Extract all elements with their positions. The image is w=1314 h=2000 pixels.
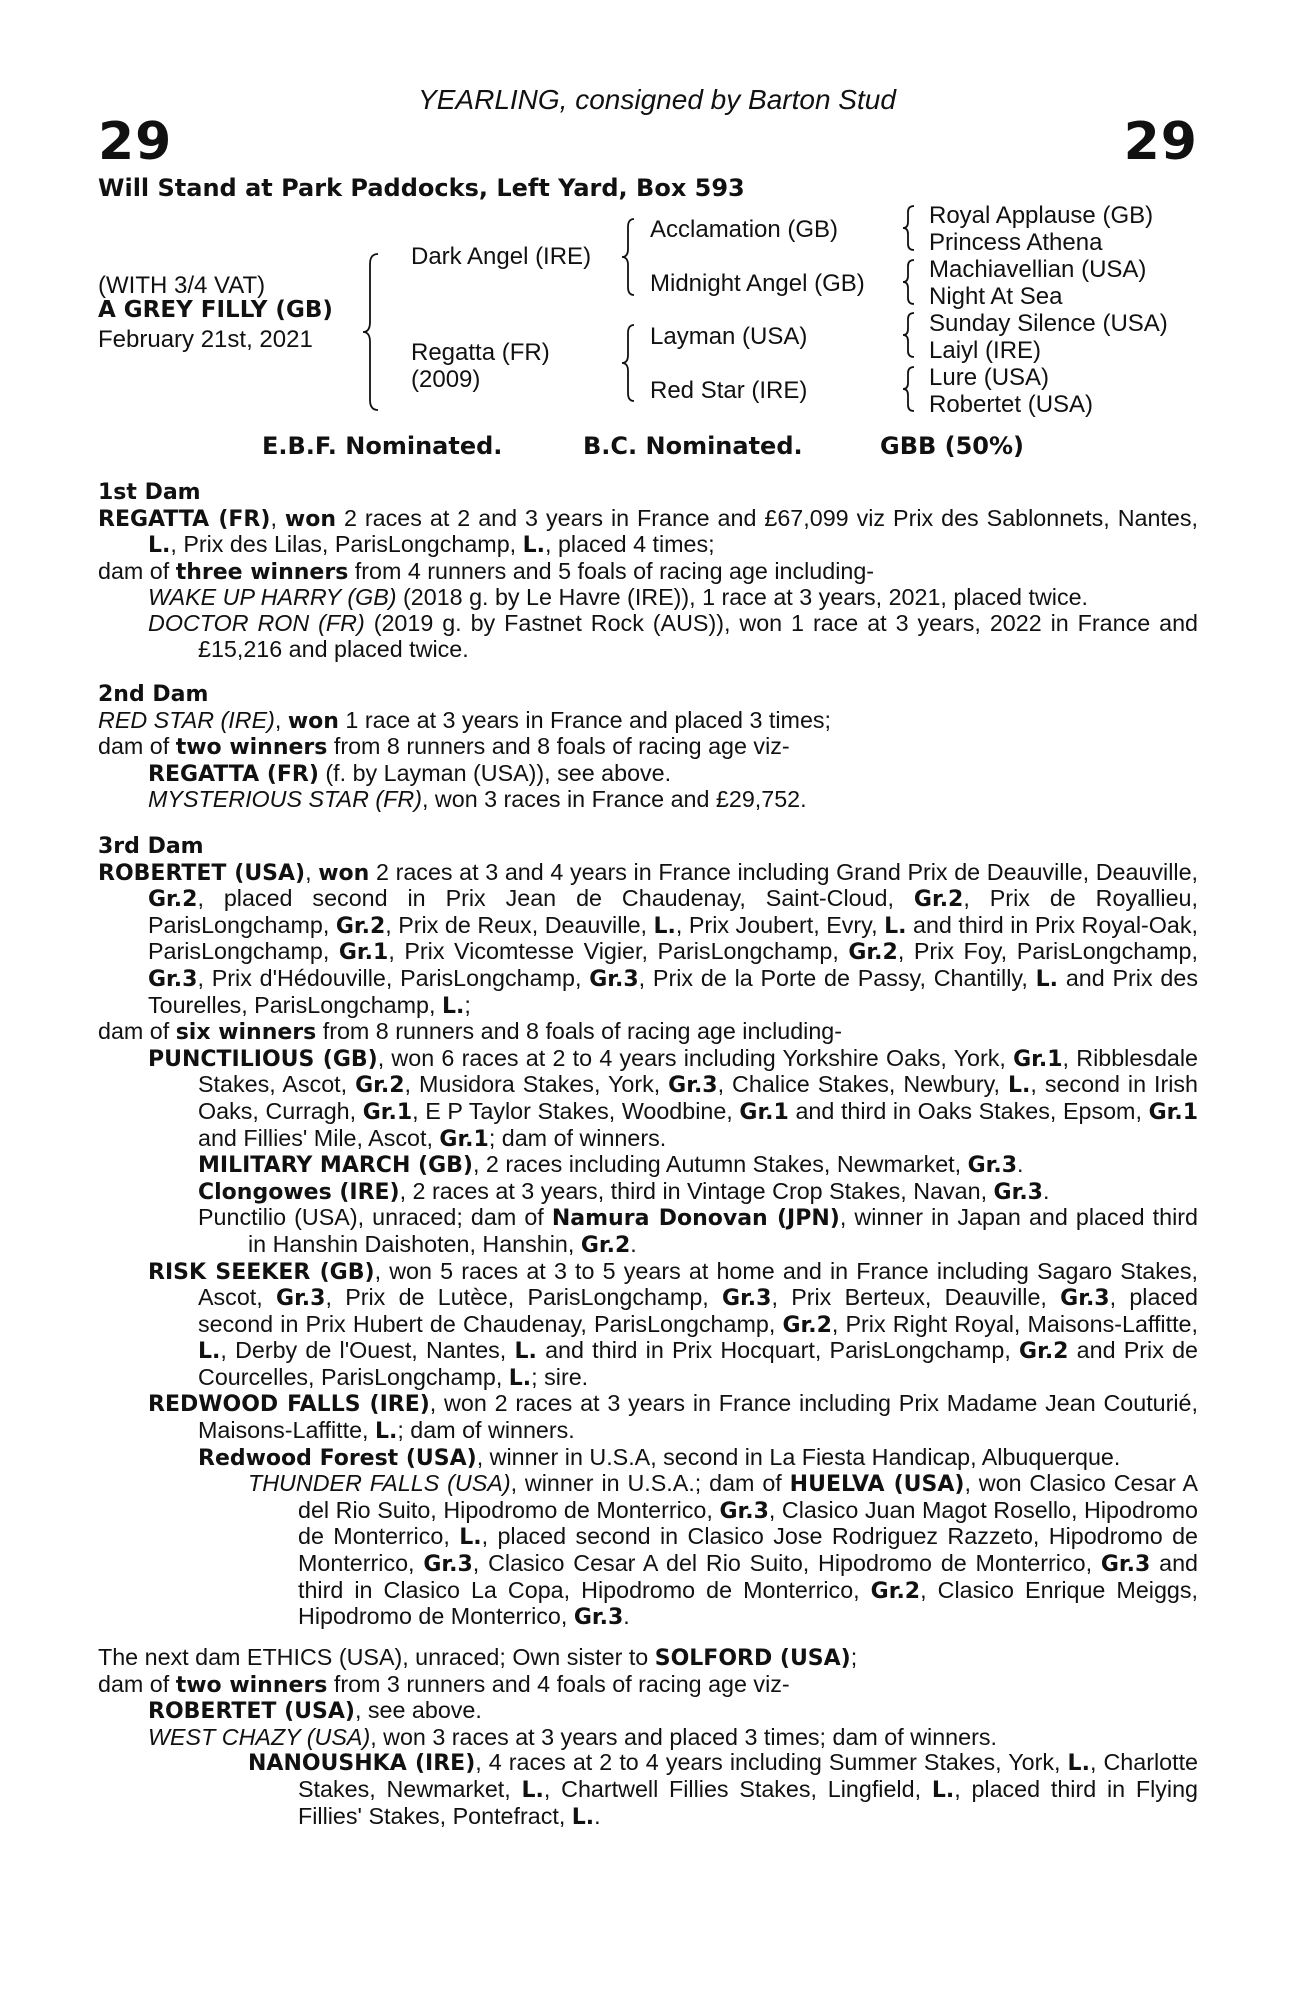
second-dam-record: RED STAR (IRE), won 1 race at 3 years in France and placed 3 times; bbox=[98, 706, 832, 734]
third-dam-foal-risk-seeker: RISK SEEKER (GB), won 5 races at 3 to 5 years at home and in France including Sagaro Stakes, Ascot, Gr.3, Prix de Lutèce, ParisLongchamp, Gr.3, Prix Berteux, Deauville, Gr.3, placed second in Prix Hubert de Chaudenay, ParisLongchamp, Gr.2, Prix Right Royal, Maisons-Laffitte, L., Derby de l'Ouest, Nantes, L. and third in Prix Hocquart, ParisLongchamp, Gr.2 and Prix de Courcelles, ParisLongchamp, L.; sire. bbox=[148, 1257, 1198, 1391]
second-dam-heading: 2nd Dam bbox=[98, 682, 209, 707]
grandsire-ancestor-8: Robertet (USA) bbox=[929, 391, 1094, 418]
pedigree-brace-1 bbox=[366, 252, 386, 412]
grandsire-ancestor-3: Machiavellian (USA) bbox=[929, 256, 1147, 283]
produce-military-march: MILITARY MARCH (GB), 2 races including Autumn Stakes, Newmarket, Gr.3. bbox=[198, 1151, 1024, 1179]
produce-thunder-falls: THUNDER FALLS (USA), winner in U.S.A.; dam of HUELVA (USA), won Clasico Cesar A del Rio Suito, Hipodromo de Monterrico, Gr.3, Clasico Juan Magot Rosello, Hipodromo de Monterrico, L., placed second in Clasico Jose Rodriguez Razzeto, Hipodromo de Monterrico, Gr.3, Clasico Cesar A del Rio Suito, Hipodromo de Monterrico, Gr.3 and third in Clasico La Copa, Hipodromo de Monterrico, Gr.2, Clasico Enrique Meiggs, Hipodromo de Monterrico, Gr.3. bbox=[248, 1470, 1198, 1631]
grandsire-ancestor-1: Royal Applause (GB) bbox=[929, 202, 1154, 229]
third-dam-record: ROBERTET (USA), won 2 races at 3 and 4 years in France including Grand Prix de Deauville, Deauville, Gr.2, placed second in Prix Jean de Chaudenay, Saint-Cloud, Gr.2, Prix de Royallieu, ParisLongchamp, Gr.2, Prix de Reux, Deauville, L., Prix Joubert, Evry, L. and third in Prix Royal-Oak, ParisLongchamp, Gr.1, Prix Vicomtesse Vigier, ParisLongchamp, Gr.2, Prix Foy, ParisLongchamp, Gr.3, Prix d'Hédouville, ParisLongchamp, Gr.3, Prix de la Porte de Passy, Chantilly, L. and Prix des Tourelles, ParisLongchamp, L.; bbox=[98, 858, 1199, 1019]
first-dam-foal: DOCTOR RON (FR) (2019 g. by Fastnet Rock (AUS)), won 1 race at 3 years, 2022 in France and £15,216 and placed twice. bbox=[148, 609, 1198, 662]
dam: Regatta (FR) bbox=[411, 339, 550, 366]
catalogue-subtitle: YEARLING, consigned by Barton Stud bbox=[418, 84, 896, 115]
dam-of-sire: Midnight Angel (GB) bbox=[650, 270, 865, 297]
sire: Dark Angel (IRE) bbox=[411, 243, 592, 270]
vat-note: (WITH 3/4 VAT) bbox=[98, 272, 266, 299]
stabling-location: Will Stand at Park Paddocks, Left Yard, Box 593 bbox=[98, 174, 745, 202]
next-dam-section bbox=[98, 1645, 1198, 1830]
third-dam-produce-summary: dam of six winners from 8 runners and 8 foals of racing age including- bbox=[98, 1018, 843, 1046]
lot-number-left: 29 bbox=[98, 112, 173, 172]
sire-of-sire: Acclamation (GB) bbox=[650, 216, 839, 243]
produce-punctilio: Punctilio (USA), unraced; dam of Namura Donovan (JPN), winner in Japan and placed third in Hanshin Daishoten, Hanshin, Gr.2. bbox=[198, 1204, 1198, 1258]
first-dam-record: REGATTA (FR), won 2 races at 2 and 3 years in France and £67,099 viz Prix des Sablonnets, Nantes, L., Prix des Lilas, ParisLongchamp, L., placed 4 times; bbox=[98, 504, 1198, 559]
pedigree-brace-3c bbox=[904, 311, 918, 359]
pedigree-brace-3a bbox=[904, 204, 918, 252]
next-dam-foal: WEST CHAZY (USA), won 3 races at 3 years and placed 3 times; dam of winners. bbox=[148, 1723, 997, 1750]
pedigree-brace-3d bbox=[904, 365, 918, 413]
third-dam-section bbox=[98, 834, 1198, 1631]
produce-redwood-forest: Redwood Forest (USA), winner in U.S.A, second in La Fiesta Handicap, Albuquerque. bbox=[198, 1443, 1121, 1471]
second-dam-section bbox=[98, 682, 1198, 813]
dam-of-dam: Red Star (IRE) bbox=[650, 377, 808, 404]
pedigree-brace-2b bbox=[624, 323, 640, 403]
gbb-status: GBB (50%) bbox=[880, 432, 1025, 460]
sire-of-dam: Layman (USA) bbox=[650, 323, 808, 350]
next-dam-foal: ROBERTET (USA), see above. bbox=[148, 1697, 482, 1725]
next-dam-produce-summary: dam of two winners from 3 runners and 4 foals of racing age viz- bbox=[98, 1670, 790, 1698]
third-dam-foal-punctilious: PUNCTILIOUS (GB), won 6 races at 2 to 4 years including Yorkshire Oaks, York, Gr.1, Ribblesdale Stakes, Ascot, Gr.2, Musidora Stakes, York, Gr.3, Chalice Stakes, Newbury, L., second in Irish Oaks, Curragh, Gr.1, E P Taylor Stakes, Woodbine, Gr.1 and third in Oaks Stakes, Epsom, Gr.1 and Fillies' Mile, Ascot, Gr.1; dam of winners. bbox=[148, 1044, 1199, 1152]
first-dam-produce-summary: dam of three winners from 4 runners and 5 foals of racing age including- bbox=[98, 557, 875, 585]
third-dam-heading: 3rd Dam bbox=[98, 834, 204, 859]
second-dam-foal: REGATTA (FR) (f. by Layman (USA)), see above. bbox=[148, 759, 672, 787]
lot-horse-name: A GREY FILLY (GB) bbox=[98, 297, 333, 323]
produce-nanoushka: NANOUSHKA (IRE), 4 races at 2 to 4 years including Summer Stakes, York, L., Charlotte Stakes, Newmarket, L., Chartwell Fillies Stakes, Lingfield, L., placed third in Flying Fillies' Stakes, Pontefract, L.. bbox=[248, 1749, 1198, 1830]
first-dam-section bbox=[98, 480, 1198, 662]
bc-nominated: B.C. Nominated. bbox=[583, 432, 803, 460]
grandsire-ancestor-2: Princess Athena bbox=[929, 229, 1103, 256]
ebf-nominated: E.B.F. Nominated. bbox=[262, 432, 503, 460]
foaling-date: February 21st, 2021 bbox=[98, 326, 313, 353]
second-dam-produce-summary: dam of two winners from 8 runners and 8 foals of racing age viz- bbox=[98, 733, 790, 761]
produce-clongowes: Clongowes (IRE), 2 races at 3 years, third in Vintage Crop Stakes, Navan, Gr.3. bbox=[198, 1177, 1050, 1205]
grandsire-ancestor-6: Laiyl (IRE) bbox=[929, 337, 1042, 364]
grandsire-ancestor-7: Lure (USA) bbox=[929, 364, 1050, 391]
first-dam-foal: WAKE UP HARRY (GB) (2018 g. by Le Havre (IRE)), 1 race at 3 years, 2021, placed twice. bbox=[148, 584, 1089, 611]
pedigree-brace-2a bbox=[624, 217, 640, 297]
next-dam-record: The next dam ETHICS (USA), unraced; Own sister to SOLFORD (USA); bbox=[98, 1644, 858, 1671]
grandsire-ancestor-4: Night At Sea bbox=[929, 283, 1063, 310]
lot-number-right: 29 bbox=[1123, 112, 1198, 172]
third-dam-foal-redwood-falls: REDWOOD FALLS (IRE), won 2 races at 3 years in France including Prix Madame Jean Couturié, Maisons-Laffitte, L.; dam of winners. bbox=[148, 1390, 1198, 1445]
dam-year: (2009) bbox=[411, 366, 481, 393]
grandsire-ancestor-5: Sunday Silence (USA) bbox=[929, 310, 1168, 337]
first-dam-heading: 1st Dam bbox=[98, 480, 201, 505]
pedigree-brace-3b bbox=[904, 258, 918, 306]
second-dam-foal: MYSTERIOUS STAR (FR), won 3 races in France and £29,752. bbox=[148, 786, 807, 813]
